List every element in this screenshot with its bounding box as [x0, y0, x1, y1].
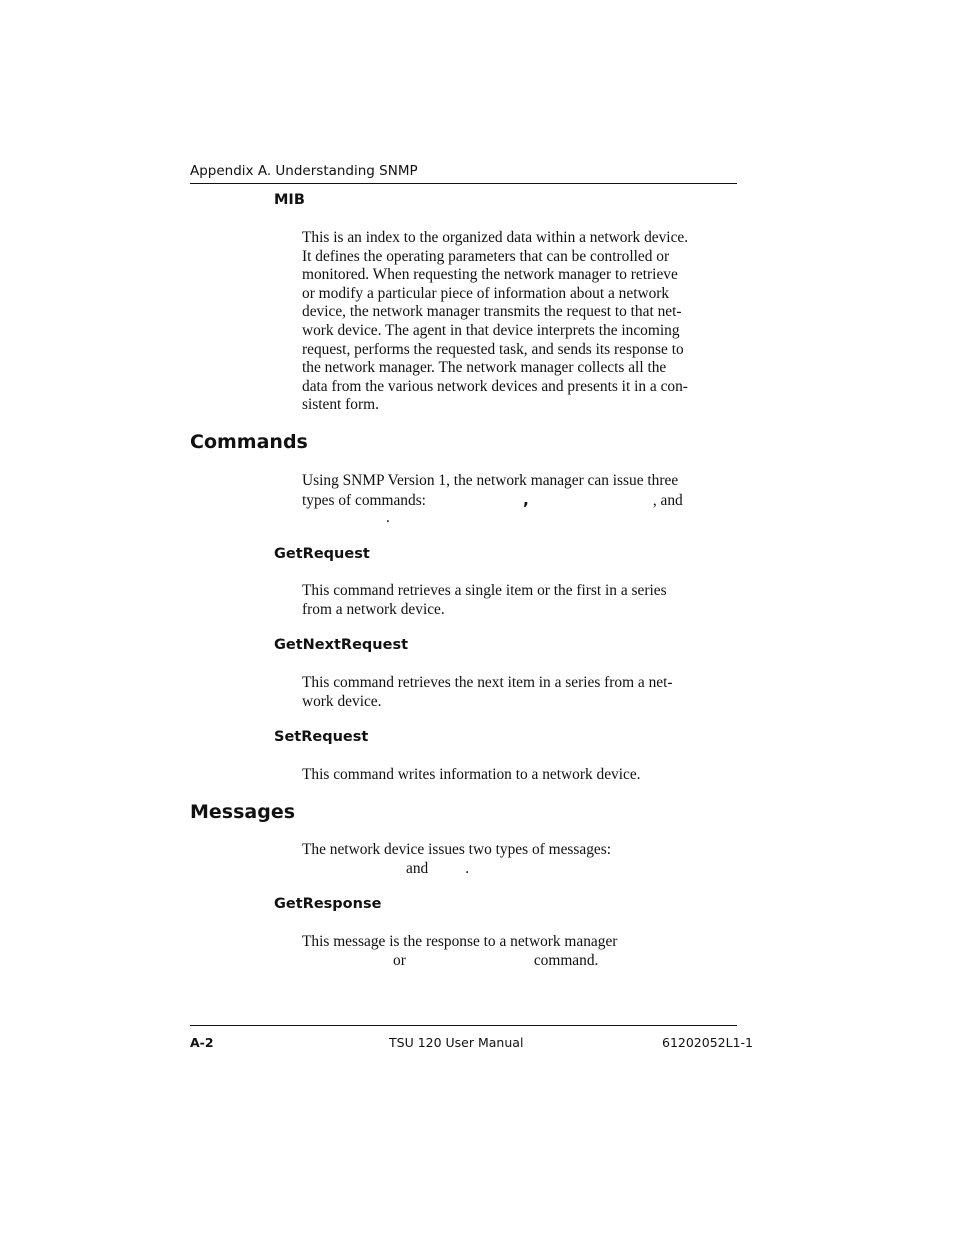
mib-heading: MIB: [274, 192, 305, 208]
text-line: This command retrieves the next item in a series from a net-: [302, 674, 673, 691]
text-line: device, the network manager transmits the request to that net-: [302, 303, 682, 321]
part-number: 61202052L1-1: [662, 1035, 754, 1050]
getresponse-heading: GetResponse: [274, 896, 382, 912]
text-line: work device. The agent in that device interprets the incoming: [302, 321, 680, 339]
text-line: data from the various network devices and presents it in a con-: [302, 377, 688, 395]
text-fragment: command.: [533, 951, 599, 969]
header-rule: [190, 183, 737, 184]
text-line: This is an index to the organized data within a network device.: [302, 229, 689, 246]
text-line: from a network device.: [302, 600, 445, 618]
text-line: request, performs the requested task, and sends its response to: [302, 340, 684, 358]
text-line: sistent form.: [302, 396, 379, 414]
text-line: This command writes information to a network device.: [302, 766, 641, 783]
text-line: [302, 860, 742, 879]
mib-paragraph: [302, 229, 742, 415]
text-line: [302, 509, 742, 528]
text-line: work device.: [302, 692, 382, 710]
getnextrequest-heading: GetNextRequest: [274, 637, 409, 653]
messages-intro: [302, 841, 742, 878]
footer-rule: [190, 1025, 737, 1026]
text-line: This message is the response to a network manager: [302, 933, 618, 950]
getrequest-paragraph: [302, 582, 742, 619]
text-line: [302, 491, 742, 510]
text-fragment: types of commands:: [302, 491, 426, 509]
setrequest-heading: SetRequest: [274, 729, 369, 745]
text-fragment: .: [465, 859, 470, 877]
getrequest-heading: GetRequest: [274, 546, 370, 562]
getnextrequest-paragraph: [302, 674, 742, 711]
text-line: or modify a particular piece of information about a network: [302, 284, 670, 302]
text-fragment: , and: [652, 491, 683, 509]
text-line: This command retrieves a single item or the first in a series: [302, 582, 667, 599]
text-line: Using SNMP Version 1, the network manager can issue three: [302, 472, 679, 489]
text-fragment: and: [406, 859, 429, 877]
setrequest-paragraph: [302, 766, 742, 785]
text-fragment: .: [386, 509, 390, 527]
messages-heading: Messages: [190, 801, 296, 823]
manual-title: TSU 120 User Manual: [389, 1035, 524, 1050]
text-line: [302, 952, 742, 971]
commands-intro: [302, 472, 742, 528]
getresponse-paragraph: [302, 933, 742, 970]
text-line: the network manager. The network manager collects all the: [302, 359, 667, 377]
text-fragment: ,: [522, 490, 529, 509]
page-number: A-2: [190, 1035, 214, 1050]
text-line: The network device issues two types of messages:: [302, 841, 612, 858]
commands-heading: Commands: [190, 431, 308, 453]
text-fragment: or: [393, 951, 406, 969]
running-head: Appendix A. Understanding SNMP: [190, 163, 418, 179]
text-line: monitored. When requesting the network manager to retrieve: [302, 266, 678, 284]
text-line: It defines the operating parameters that can be controlled or: [302, 247, 670, 265]
